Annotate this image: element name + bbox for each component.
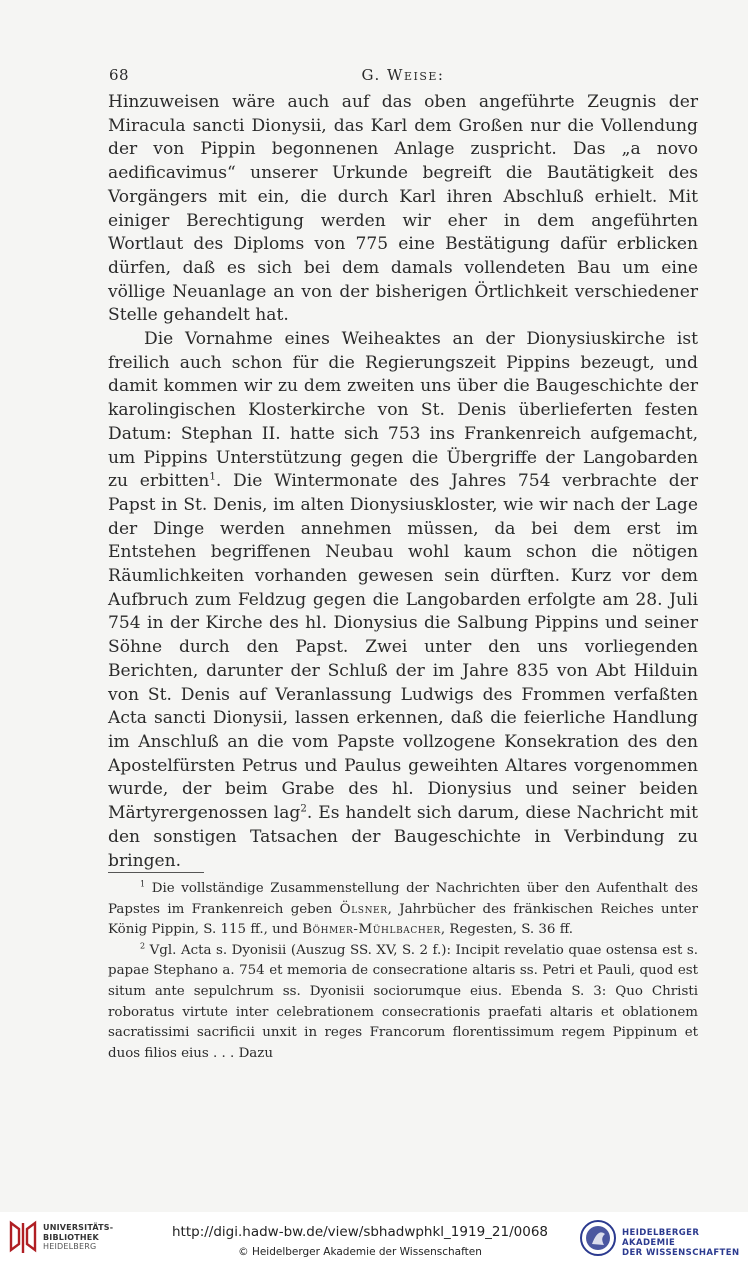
footnote-1-text-b: , Jahrbücher des fränkischen Reiches unter König Pippin, S. 115 ff., und	[108, 901, 698, 938]
author-name: Böhmer-Mühlbacher	[302, 922, 441, 938]
logo-text-line: BIBLIOTHEK	[43, 1232, 99, 1242]
paragraph-2-part-2: . Die Wintermonate des Jahres 754 verbrachte der Papst in St. Denis, im alten Dionysiuskloster, wie wir nach der Lage der Dinge werden annehmen müssen, da bei dem erst im Entstehen begriffenen Neubau wohl kaum schon die nötigen Räumlichkeiten vorhanden gewesen sein dürften. Kurz vor dem Aufbruch zum Feldzug gegen die Langobarden erfolgte am 28. Juli 754 in der Kirche des hl. Dionysius die Salbung Pippins und seiner Söhne durch den Papst. Zwei unter den uns vorliegenden Berichten, darunter der Schluß der im Jahre 835 von Abt Hilduin von St. Denis auf Veranlassung Ludwigs des Frommen verfaßten Acta sancti Dionysii, lassen erkennen, daß die feierliche Handlung im Anschluß an die vom Papste vollzogene Konsekration des den Apostelfürsten Petrus und Paulus geweihten Altares vorgenommen wurde, der beim Grabe des hl. Dionysius und seiner beiden Märtyrergenossen lag	[108, 471, 698, 824]
paragraph-2	[108, 328, 698, 873]
page-number: 68	[109, 66, 130, 84]
footnote-2-text: Vgl. Acta s. Dyonisii (Auszug SS. XV, S. 2 f.): Incipit revelatio quae ostensa est s. papae Stephano a. 754 et memoria de consecratione altaris ss. Petri et Pauli, quod est situm ante sepulchrum ss. Dyonisii sociorumque eius. Ebenda S. 3: Quo Christi roboratus virtute inter celebrationem consecrationis praefati altaris et oblationem sacratissimi sacrificii unxit in reges Francorum florentissimum regem Pippinum et duos filios eius . . . Dazu	[108, 942, 698, 1061]
viewer-footer	[0, 1212, 748, 1265]
running-head-title: G. Weise:	[361, 66, 445, 84]
academy-logo-icon	[578, 1218, 618, 1258]
university-library-logo-text	[43, 1223, 113, 1252]
footnote-1-mark: 1	[140, 879, 146, 889]
footnote-rule	[108, 872, 204, 873]
paragraph-1: Hinzuweisen wäre auch auf das oben angeführte Zeugnis der Miracula sancti Dionysii, das Karl dem Großen nur die Vollendung der von Pippin begonnenen Anlage zuspricht. Das „a novo aedificavimus“ unserer Urkunde begreift die Bautätigkeit des Vorgängers mit ein, die durch Karl ihren Abschluß erhielt. Mit einiger Berechtigung werden wir eher in dem angeführten Wortlaut des Diploms von 775 eine Bestätigung dafür erblicken dürfen, daß es sich bei dem damals vollendeten Bau um eine völlige Neuanlage an von der bisherigen Örtlichkeit verschiedener Stelle gehandelt hat.	[108, 92, 698, 326]
paragraph-2-part-3: . Es handelt sich darum, diese Nachricht mit den sonstigen Tatsachen der Baugeschichte in Verbindung zu bringen.	[108, 803, 698, 871]
academy-logo-text	[622, 1228, 748, 1258]
body-text	[108, 91, 698, 873]
footnote-2-mark: 2	[140, 941, 146, 951]
author-name: Ölsner	[339, 901, 388, 917]
footnote-ref-2: 2	[300, 802, 307, 815]
paragraph-2-part-1: Die Vornahme eines Weiheaktes an der Dionysiuskirche ist freilich auch schon für die Regierungszeit Pippins bezeugt, und damit kommen wir zu dem zweiten uns über die Baugeschichte der karolingischen Klosterkirche von St. Denis überlieferten festen Datum: Stephan II. hatte sich 753 ins Frankenreich aufgemacht, um Pippins Unterstützung gegen die Übergriffe der Langobarden zu erbitten	[108, 329, 698, 492]
logo-text-line: UNIVERSITÄTS-	[43, 1223, 114, 1232]
footnote-2	[108, 941, 698, 1065]
copyright-notice: © Heidelberger Akademie der Wissenschaften	[238, 1246, 482, 1258]
university-library-logo-icon	[8, 1220, 38, 1256]
running-header	[109, 66, 697, 88]
permalink-url[interactable]: http://digi.hadw-bw.de/view/sbhadwphkl_1919_21/0068	[172, 1224, 548, 1240]
footnote-1-text-c: , Regesten, S. 36 ff.	[440, 922, 574, 938]
footnote-ref-1: 1	[209, 470, 216, 483]
footnotes	[108, 879, 698, 1064]
footnote-1-text-a: Die vollständige Zusammenstellung der Nachrichten über den Aufenthalt des Papstes im Frankenreich geben	[108, 881, 698, 917]
logo-text-line: HEIDELBERG	[43, 1242, 97, 1251]
logo-text-line: HEIDELBERGER AKADEMIE	[622, 1228, 700, 1248]
footnote-1	[108, 879, 698, 941]
logo-text-line: DER WISSENSCHAFTEN	[622, 1248, 740, 1258]
